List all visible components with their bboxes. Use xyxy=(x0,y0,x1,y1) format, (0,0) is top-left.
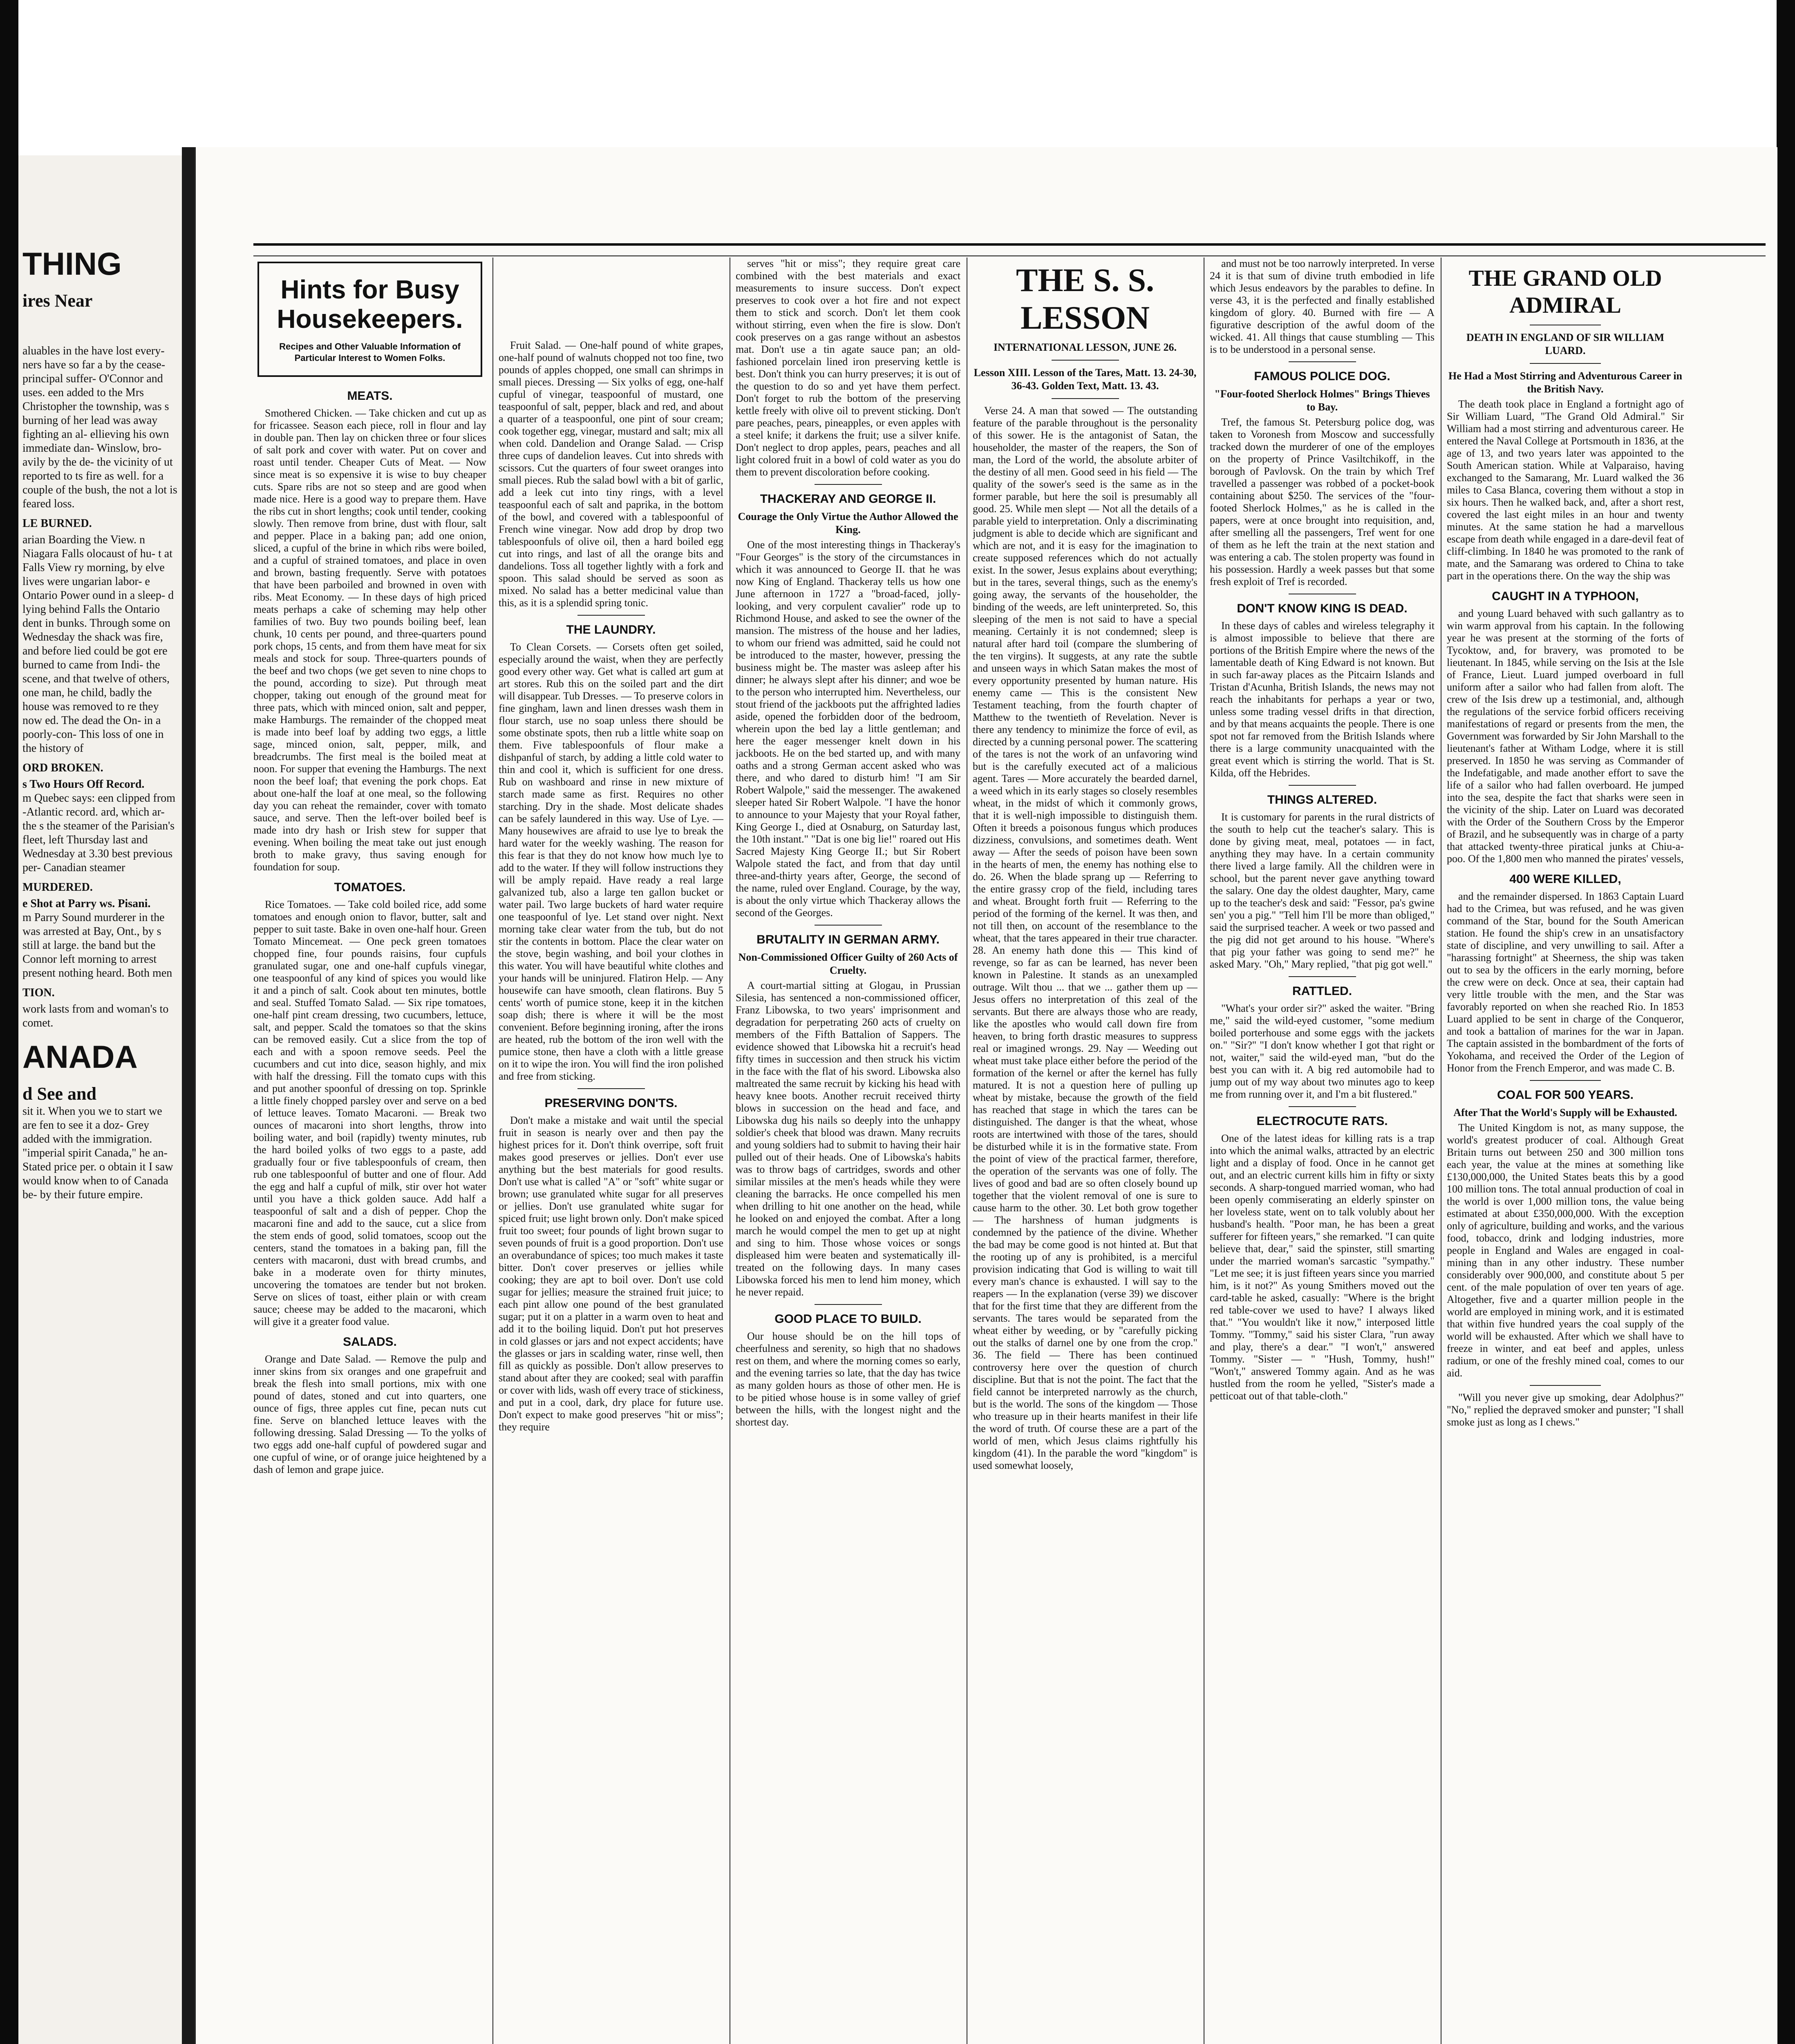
preserving-cont-text: serves "hit or miss"; they require great care combined with the best materials and exact measurements to insure success. Don't expect preserves to cook over a hot fire and not expect them to stick and scorch. Don't let them cook without stirring, even when the fire is slow. Don't cook preserves on a gas range without an asbestos mat. Don't use a tin agate sauce pan; an old-fashioned porcelain lined iron preserving kettle is best. Don't think you can hurry preserves; it is out of the question to do so and yet have them perfect. Don't forget to rub the bottom of the preserving kettle freely with olive oil to prevent sticking. Don't pare peaches, pears, pineapples, or even apples with a steel knife; it darkens the fruit; use a silver knife. Don't neglect to drop apples, pears, peaches and all light colored fruit in a bowl of cold water as you do them to prevent discoloration before cooking. xyxy=(736,258,960,478)
separator xyxy=(1289,785,1356,786)
preserving-text: Don't make a mistake and wait until the special fruit in season is nearly over and then pay the highest prices for it. Don't think overripe, soft fruit makes good preserves or jellies. Don't ever use anything but the best materials for good results. Don't use what is called "A" or "soft" white sugar or brown; use granulated white sugar for all preserves or jellies. Don't use granulated white sugar for spiced fruit; use light brown only. Don't make spiced fruit too sweet; four pounds of light brown sugar to seven pounds of fruit is a good proportion. Don't use an overabundance of spices; too much makes it taste bitter. Don't cover preserves or jellies while cooking; they are apt to boil over. Don't use cold sugar for jellies; measure the strained fruit juice; to each pint allow one pound of the best granulated sugar; put it on a platter in a warm oven to heat and add it to the boiling liquid. Don't put hot preserves in cold glasses or jars and not expect accidents; have the glasses or jars in scalding water, rinse well, then fill as quickly as possible. Don't allow preserves to stand about after they are cooked; seal with paraffin or cover with lids, wash off every trace of stickiness, and put in a cool, dark, dry place for future use. Don't expect to make good preserves "hit or miss"; they require xyxy=(499,1114,723,1433)
typhoon-text: and young Luard behaved with such gallantry as to win warm approval from his captain. In the following year he was present at the storming of the forts of Tycoktow, and, for bravery, was promoted to be lieutenant. In 1845, while serving on the Isis at the Isle of France, Lieut. Luard jumped overboard in full uniform after a sailor who had fallen from aloft. The crew of the Isis drew up a testimonial, and, although the regulations of the service forbid officers receiving manifestations of regard or presents from the men, the Government was forwarded by Sir John Marshall to the lieutenant's father at Witham Lodge, where it is still preserved. In 1850 he was serving as Commander of the Indefatigable, and made another effort to save the life of a sailor who had fallen overboard. He jumped into the sea, despite the fact that sharks were seen in the vicinity of the ship. Later on Luard was decorated with the Order of the Southern Cross by the Emperor of Brazil, and he subsequently was in charge of a party that attacked twenty-three piratical junks at Chiu-a-poo. Of the 1,800 men who manned the pirates' vessels, xyxy=(1447,607,1684,865)
salads-heading: SALADS. xyxy=(343,1335,397,1349)
smoking-joke-text: "Will you never give up smoking, dear Adolphus?" "No," replied the depraved smoker and punster; "I shall smoke just as long as I chews." xyxy=(1447,1392,1684,1428)
column-4 xyxy=(973,258,1197,2044)
separator xyxy=(577,615,645,616)
killed-text: and the remainder dispersed. In 1863 Captain Luard had to the Crimea, but was refused, and he was given command of the Star, bound for the South American station. He found the ship's crew in an unsatisfactory state of discipline, and very unwilling to sail. After a "harassing fortnight" at Sheerness, the ship was taken out to sea by the officers in the early morning, before the crew were on deck. Once at sea, their captain had very little trouble with the men, and the Star was favorably reported on when she reached Rio. In 1853 Luard applied to be sent in charge of the Conqueror, and took a battalion of marines for the war in Japan. The captain assisted in the bombardment of the forts of Yokohama, and received the Order of the Legion of Honor from the French Emperor, and was made C. B. xyxy=(1447,890,1684,1074)
separator xyxy=(577,1088,645,1089)
rattled-heading: RATTLED. xyxy=(1292,984,1352,998)
left-subhead-murdered: e Shot at Parry ws. Pisani. xyxy=(22,897,151,910)
left-text-block-3: m Quebec says: een clipped from -Atlantic record. ard, which ar- the s the steamer of the Parisian's fleet, left Thursday last and Wednesday at 3.30 best previous per- Canadian steamer xyxy=(22,792,175,874)
laundry-heading: THE LAUNDRY. xyxy=(566,623,656,637)
left-headline-murdered: MURDERED. xyxy=(22,881,93,894)
electrocute-rats-text: One of the latest ideas for killing rats is a trap into which the animal walks, attracted by an electric light and a display of food. Once in he cannot get out, and an electric current kills him in fifty or sixty seconds. A sharp-tongued married woman, who had been openly commiserating an elderly spinster on her loveless state, went on to talk volubly about her husband's health. "Poor man, he has been a great sufferer for fifteen years," she remarked. "I can quite believe that, dear," said the spinster, still smarting under the married woman's sarcastic "sympathy." "Let me see; it is just fifteen years since you married him, is it not?" As young Smithers moved out the card-table he asked, casually: "Where is the bright red table-cover we used to have? I always liked that." "You wouldn't like it now," interposed little Tommy. "Tommy," said his sister Clara, "run away and play, there's a dear." "I won't," answered Tommy. "Sister — " "Hush, Tommy, hush!" "Won't," answered Tommy again. And as he was hustled from the room he yelled, "Sister's made a petticoat out of that table-cloth." xyxy=(1210,1132,1435,1402)
coal-heading: COAL FOR 500 YEARS. xyxy=(1497,1088,1634,1102)
ss-lesson-subtitle: INTERNATIONAL LESSON, JUNE 26. xyxy=(993,341,1177,353)
left-subheading: ires Near xyxy=(22,291,93,311)
brutality-subheading: Non-Commissioned Officer Guilty of 260 Acts of Cruelty. xyxy=(738,951,958,976)
coal-subheading: After That the World's Supply will be Exhausted. xyxy=(1453,1107,1677,1118)
separator xyxy=(1289,1106,1356,1107)
admiral-title: THE GRAND OLD ADMIRAL xyxy=(1468,266,1662,318)
coal-text: The United Kingdom is not, as many suppose, the world's greatest producer of coal. Although Great Britain turns out between 250 and 300 million tons each year, the value at the mines at something like £130,000,000, the United States beats this by a good 100 million tons. The total annual production of coal in the world is over 1,000 million tons, the value being estimated at about £350,000,000. With the exception only of agriculture, building and works, and the various food, tobacco, drink and lodging industries, more people in England and Wales are engaged in coal-mining than in any other industry. These number considerably over 900,000, and constitute about 5 per cent. of the male population of over ten years of age. Altogether, five and a quarter million people in the world are employed in mining work, and it is estimated that within five hundred years the coal supply of the world will be exhausted. After which we shall have to freeze in winter, and eat beef and apples, unless radium, or one of the freshly mined coal, comes to our aid. xyxy=(1447,1122,1684,1379)
left-headline-burned: LE BURNED. xyxy=(22,517,92,530)
thackeray-heading: THACKERAY AND GEORGE II. xyxy=(760,492,936,506)
rattled-text: "What's your order sir?" asked the waiter. "Bring me," said the wild-eyed customer, "some medium boiled porterhouse and some eggs with the jackets on." "Sir?" "I don't know whether I got that right or not, waiter," said the wild-eyed man, "but do the best you can with it. A big red automobile had to jump out of my way about two minutes ago to keep me from running over it, and I'm a bit flustered." xyxy=(1210,1002,1435,1100)
left-text-block-5: work lasts from and woman's to comet. xyxy=(22,1003,169,1029)
tomatoes-text: Rice Tomatoes. — Take cold boiled rice, add some tomatoes and enough onion to flavor, butter, salt and pepper to suit taste. Bake in oven one-half hour. Green Tomato Mincemeat. — One peck green tomatoes chopped fine, four pounds raisins, four cupfuls granulated sugar, one and one-half cupfuls vinegar, one teaspoonful of any kind of spices you would like it and a pinch of salt. Cook about ten minutes, bottle and seal. Stuffed Tomato Salad. — Six ripe tomatoes, one-half pint cream dressing, two cucumbers, lettuce, salt, and pepper. Scald the tomatoes so that the skins can be removed easily. Cut a slice from the top of each and with a spoon remove seeds. Peel the cucumbers and cut into dice, season highly, and mix with half the dressing. Fill the tomato cups with this and put another spoonful of dressing on top. Sprinkle a little finely chopped parsley over and serve on a bed of lettuce leaves. Tomato Macaroni. — Break two ounces of macaroni into short lengths, throw into boiling water, and boil (rapidly) twenty minutes, rub the hard boiled yolks of two eggs to a paste, add gradually four or five tablespoonfuls of cream, then rub one tablespoonful of butter and one of flour. Add the egg and half a cupful of milk, stir over hot water until you have a thick golden sauce. Add half a teaspoonful of salt and a dish of pepper. Chop the macaroni fine and add to the sauce, cut a slice from the stem ends of good, solid tomatoes, scoop out the centers, stand the tomatoes in a baking pan, fill the centers with macaroni, dust with bread crumbs, and bake in a moderate oven for thirty minutes, uncovering the tomatoes are tender but not broken. Serve on slices of toast, either plain or with cream sauce; cheese may be added to the macaroni, which will give it a greater food value. xyxy=(253,899,486,1327)
left-big-canada: ANADA xyxy=(22,1039,138,1075)
meats-heading: MEATS. xyxy=(347,389,393,403)
fruit-salad-text: Fruit Salad. — One-half pound of white grapes, one-half pound of walnuts chopped not too fine, two pounds of apples chopped, one small can shrimps in small pieces. Dressing — Six yolks of egg, one-half cupful of vinegar, teaspoonful of mustard, one teaspoonful of salt, pepper, black and red, and about a quarter of a teaspoonful, one pint of sour cream; cook together egg, vinegar, mustard and salt; mix all when cold. Dandelion and Orange Salad. — Crisp three cups of dandelion leaves. Cut into shreds with scissors. Cut the quarters of four sweet oranges into small pieces. Rub the salad bowl with a bit of garlic, add a leek cut into tiny rings, with a level teaspoonful each of salt and paprika, in the bottom of the bowl, and covered with a tablespoonful of French wine vinegar. Now add drop by drop two tablespoonfuls of olive oil, then a hard boiled egg cut into rings, and last of all the orange bits and dandelions. Toss all together lightly with a fork and spoon. This salad should be served as soon as mixed. No salad has a better medicinal value than this, as it is a splendid spring tonic. xyxy=(499,339,723,609)
left-headline-record: ORD BROKEN. xyxy=(22,762,103,774)
brutality-heading: BRUTALITY IN GERMAN ARMY. xyxy=(756,933,940,946)
left-text-block-1: aluables in the have lost every- ners have so far a by the cease- principal suffer- O'Connor and uses. een added to the Mrs Christopher the township, was s burning of her lead was away fighting an al- ellieving his own immediate dan- Winslow, bro- avily by the de- the vicinity of ut reported to ts fire as well. for a couple of the bush, the not a lot is feared loss. xyxy=(22,345,177,510)
column-3 xyxy=(736,258,960,2044)
separator xyxy=(1530,1080,1601,1081)
column-1 xyxy=(253,258,486,2044)
left-subhead-canada: d See and xyxy=(22,1084,96,1104)
separator xyxy=(815,925,882,926)
build-heading: GOOD PLACE TO BUILD. xyxy=(774,1312,922,1326)
left-text-block-6: sit it. When you we to start we are fen to see it a doz- Grey added with the immigration. "imperial spirit Canada," he an- Stated price per. o obtain it I saw would know when to of Canada be- by their future empire. xyxy=(22,1105,173,1201)
admiral-subheading: DEATH IN ENGLAND OF SIR WILLIAM LUARD. xyxy=(1466,332,1665,356)
scan-border-right xyxy=(1777,0,1795,2044)
housekeepers-header-box xyxy=(257,262,482,377)
typhoon-heading: CAUGHT IN A TYPHOON, xyxy=(1492,589,1639,603)
thackeray-subheading: Courage the Only Virtue the Author Allowed the King. xyxy=(738,511,958,536)
preserving-heading: PRESERVING DON'TS. xyxy=(544,1096,678,1110)
king-dead-text: In these days of cables and wireless telegraphy it is almost impossible to believe that there are portions of the British Empire where the news of the lamentable death of King Edward is not known. But in such far-away places as the Pitcairn Islands and Tristan d'Acunha, British Islands, the news may not reach the inhabitants for perhaps a year or two, unless some trading vessel drifts in that direction, and by that means acquaints the people. There is one spot not far removed from the British Islands where there is a large community unacquainted with the great event which is stirring the world. That is St. Kilda, off the Hebrides. xyxy=(1210,620,1435,779)
things-altered-heading: THINGS ALTERED. xyxy=(1267,793,1377,807)
separator xyxy=(1052,360,1119,361)
separator xyxy=(815,1304,882,1305)
police-dog-subheading: "Four-footed Sherlock Holmes" Brings Thieves to Bay. xyxy=(1214,388,1430,413)
column-6 xyxy=(1447,258,1684,2044)
column-2 xyxy=(499,339,723,2044)
admiral-deck: He Had a Most Stirring and Adventurous Career in the British Navy. xyxy=(1448,370,1683,395)
electrocute-rats-heading: ELECTROCUTE RATS. xyxy=(1256,1114,1388,1128)
king-dead-heading: DON'T KNOW KING IS DEAD. xyxy=(1237,602,1408,615)
left-text-block-4: m Parry Sound murderer in the was arrested at Bay, Ont., by s still at large. the band but the Connor left morning to arrest present nothing heard. Both men xyxy=(22,911,172,979)
separator xyxy=(1052,398,1119,399)
police-dog-text: Tref, the famous St. Petersburg police dog, was taken to Voronesh from Moscow and successfully tracked down the murderer of one of the employes on the property of Prince Vasiltchikoff, in the borough of Pavlovsk. On the train by which Tref travelled a passenger was robbed of a pocket-book containing about $250. The services of the "four-footed Sherlock Holmes," as he is called in the papers, were at once brought into requisition, and, after smelling all the passengers, Tref went for one of them as he left the train at the next station and was entering a cab. The stolen property was found in his possession. Hardly a week passes but that some fresh exploit of Tref is recorded. xyxy=(1210,416,1435,587)
build-text: Our house should be on the hill tops of cheerfulness and serenity, so high that no shadows rest on them, and where the morning comes so early, and the evening tarries so late, that the day has twice as many golden hours as those of other men. He is to be pitied whose house is in some valley of grief between the hills, with the longest night and the shortest day. xyxy=(736,1330,960,1428)
ss-lesson-cont-text: and must not be too narrowly interpreted. In verse 24 it is that sum of divine truth embodied in life which Jesus endeavors by the parables to define. In verse 43, it is the perfected and finally established kingdom of glory. 40. Burned with fire — A figurative description of the awful doom of the wicked. 41. All things that cause stumbling — This is to be understood in a personal sense. xyxy=(1210,258,1435,355)
separator xyxy=(1289,976,1356,977)
left-subhead-record: s Two Hours Off Record. xyxy=(22,778,145,791)
brutality-text: A court-martial sitting at Glogau, in Prussian Silesia, has sentenced a non-commissioned officer, Franz Libowska, to two years' imprisonment and degradation for perpetrating 260 acts of cruelty on members of the Fifth Battalion of Sappers. The evidence showed that Libowska hit a recruit's head fifty times in succession and then struck his victim in the face with the flat of his sword. Libowska also maltreated the same recruit by kicking his head with heavy knee boots. Another recruit received thirty blows in succession on the head and face, and Libowska dug his nails so deeply into the unhappy soldier's cheek that blood was drawn. Many recruits and young soldiers had to submit to having their hair pulled out of their heads. One of Libowska's habits was to throw bags of cartridges, swords and other similar missiles at the men's heads while they were cleaning the barracks. He once compelled his men when drilling to hit one another on the head, while he looked on and enjoyed the combat. After a long march he would compel the men to get up at night and sing to him. Those whose voices or songs displeased him were beaten and systematically ill-treated on the following days. In many cases Libowska forced his men to lend him money, which he never repaid. xyxy=(736,979,960,1298)
separator xyxy=(1530,363,1601,364)
meats-text: Smothered Chicken. — Take chicken and cut up as for fricassee. Season each piece, roll in flour and lay in double pan. Then lay on chicken three or four slices of salt pork and cover with water. Put on cover and roast until tender. Cheaper Cuts of Meat. — Now since meat is so expensive it is wise to buy cheaper cuts. Spare ribs are not so steep and are good when made nice. Here is a good way to prepare them. Have the ribs cut in short lengths; cook until tender, cooking slowly. Then remove from brine, dust with flour, salt and pepper. Place in a baking pan; add one onion, sliced, a cupful of the brine in which ribs were boiled, and a cupful of strained tomatoes, and place in oven and brown, basting frequently. Serve with potatoes that have been parboiled and browned in oven with ribs. Meat Economy. — In these days of high priced meats perhaps a cake of scheming may help other families of two. Buy two pounds boiling beef, lean chunk, 10 cents per pound, and three-quarters pound pork chops, 15 cents, and from them have meat for six meals and stock for soup. Three-quarters pounds of the beef and two chops (we get seven to nine chops to the pound, according to size). Put through meat chopper, taking out enough of the ground meat for three pats, which with minced onion, salt and pepper, make Hamburgs. The remainder of the chopped meat is made into beef loaf by adding two eggs, a little sage, minced onion, salt, pepper, milk, and breadcrumbs. The first meal is the boiled meat at noon. For supper that evening the Hamburgs. The next noon the beef loaf; that evening the pork chops. Eat about one-half the loaf at one meal, so the following day you can reheat the remainder, cover with tomato sauce, and serve. Then the left-over boiled beef is made into dry hash or Irish stew for supper that evening. When boiling the meat take out just enough broth to make gravy, thus saving enough for foundation for soup. xyxy=(253,407,486,873)
ss-lesson-reference: Lesson XIII. Lesson of the Tares, Matt. 13. 24-30, 36-43. Golden Text, Matt. 13. 43. xyxy=(974,367,1197,392)
thackeray-text: One of the most interesting things in Thackeray's "Four Georges" is the story of the circumstances in which it was announced to George II. that he was now King of England. Thackeray tells us how one June afternoon in 1727 a "broad-faced, jolly-looking, and very corpulent cavalier" rode up to Richmond House, and asked to see the owner of the mansion. The mistress of the house and her ladies, to whom our friend was admitted, said he could not be introduced to the master, however, pressing the business might be. The master was asleep after his dinner; he always slept after his dinner; and woe be to the person who interrupted him. Nevertheless, our stout friend of the jackboots put the affrighted ladies aside, opened the forbidden door of the bedroom, wherein upon the bed lay a little gentleman; and here the eager messenger knelt down in his jackboots. He on the bed started up, and with many oaths and a strong German accent asked who was there, and who dared to disturb him! "I am Sir Robert Walpole," said the messenger. The awakened sleeper hated Sir Robert Walpole. "I have the honor to announce to your Majesty that your Royal father, King George I., died at Osnaburg, on Saturday last, the 10th instant." "Dat is one big lie!" roared out His Sacred Majesty King George II.; but Sir Robert Walpole stated the fact, and from that day until three-and-thirty years after, George, the second of the name, ruled over England. Courage, by the way, is about the only virtue which Thackeray allows the second of the Georges. xyxy=(736,539,960,919)
left-headline-station: TION. xyxy=(22,986,55,999)
police-dog-heading: FAMOUS POLICE DOG. xyxy=(1254,370,1390,383)
laundry-text: To Clean Corsets. — Corsets often get soiled, especially around the waist, when they are perfectly good every other way. Get what is called art gum at art stores. Rub this on the soiled part and the dirt will disappear. Tub Dresses. — To preserve colors in fine gingham, lawn and linen dresses wash them in flour starch, use no soap unless there should be some obstinate spots, then rub a little white soap on them. Five tablespoonfuls of flour make a dishpanful of starch, by adding a little cold water to thin and cool it, which is sufficient for one dress. Rub on washboard and rinse in new mixture of starch made same as first. Requires no other starching. Dry in the shade. Most delicate shades can be safely laundered in this way. Use of Lye. — Many housewives are afraid to use lye to break the hard water for the weekly washing. The reason for this fear is that they do not know how much lye to add to the water. If they will follow instructions they will be amply repaid. Have ready a real large galvanized tub, also a large ten gallon bucket or water pail. Two large buckets of hard water require one teaspoonful of lye. Let stand over night. Next morning take clear water from the tub, but do not stir the contents in bottom. Place the clear water on the stove, begin washing, and boil your clothes in this water. You will have beautiful white clothes and your hands will be uninjured. Flatiron Help. — Any housewife can have smooth, clean flatirons. Buy 5 cents' worth of pumice stone, keep it in the kitchen soap dish; there is where it will be the most convenient. Before beginning ironing, after the irons are heated, rub the bottom of the iron well with the pumice stone, then have a cloth with a little grease on it to wipe the iron. You will find the iron polished and free from sticking. xyxy=(499,641,723,1082)
top-rule xyxy=(253,243,1766,246)
ss-lesson-text: Verse 24. A man that sowed — The outstanding feature of the parable throughout is the personality of this sower. He is the antagonist of Satan, the householder, the master of the reapers, the Son of man, the Lord of the world, the absolute arbiter of the destiny of all men. Good seed in his field — The quality of the sower's seed is the same as in the former parable, but here the soil is presumably all good. 25. While men slept — Not all the details of a parable yield to interpretation. Only a discriminating judgment is able to decide which are significant and which are not, and it is easy for the imagination to create supposed references which do not actually exist. In the sower, Jesus explains about everything; but in the tares, several things, such as the enemy's going away, the servants of the householder, the binding of the weeds, are left uninterpreted. So, this sleeping of the men is not said to have a special meaning. Certainly it is not condemned; sleep is natural after hard toil (compare the slumbering of the ten virgins). It suggests, at any rate the subtle and unseen ways in which Satan makes the most of every opportunity presented by human nature. His enemy came — This is the consistent New Testament teaching, from the fourth chapter of Matthew to the twentieth of Revelation. Never is there any tendency to minimize the force of evil, as directed by a cunning personal power. The scattering of the tares is not the work of an unfavoring wind but is the carefully executed act of a malicious agent. Tares — More accurately the bearded darnel, a weed which in its early stages so closely resembles wheat, in the midst of which it commonly grows, that it is well-nigh impossible to distinguish them. Often it breeds a poisonous fungus which produces dizziness, convulsions, and sometimes death. Went away — After the seeds of poison have been sown in the hearts of men, the enemy has nothing else to do. 26. When the blade sprang up — Referring to the entire grassy crop of the field, including tares and wheat. Brought forth fruit — Referring to the period of the forming of the kernel. It was then, and not till then, on account of the resemblance to the wheat, that the tares appeared in their true character. 28. An enemy hath done this — This kind of revenge, so far as can be learned, has never been known in Palestine. It stands as an unexampled outrage. Wilt thou ... that we ... gather them up — Jesus offers no interpretation of this zeal of the servants. But there are always those who are ready, like the apostles who would call down fire from heaven, to bring forth drastic measures to suppress real or imagined wrongs. 29. Nay — Weeding out wheat must take place either before the period of the formation of the kernel or after the kernel has fully matured. It is not a question here of pulling up wheat by mistake, because the growth of the field has reached that stage in which the tares can be distinguished. The danger is that the wheat, whose roots are intertwined with those of the tares, should be disturbed while it is in the formative state. From the point of view of the practical farmer, therefore, the operation of the servants was one of folly. The lives of good and bad are so often closely bound up together that the violent removal of one is sure to cause harm to the other. 30. Let both grow together — The harshness of human judgments is condemned by the patience of the divine. Whether the bad may be come good is not hinted at. But that the rooting up of any is prohibited, is a merciful provision indicating that God is willing to wait till every man's chance is exhausted. I will say to the reapers — In the explanation (verse 39) we discover that for the first time that they are different from the servants. The tares would be separated from the wheat either by weeding, or by "carefully picking out the stalks of darnel one by one from the crop." 36. The field — There has been continued controversy here over the question of church discipline. But that is not the point. The fact that the field cannot be interpreted narrowly as the church, but is the world. The sons of the kingdom — Those who treasure up in their hearts manifest in their life the word of truth. Of course these are a part of the world of men, which Jesus claims rightfully his kingdom (41). In the parable the word "kingdom" is used somewhat loosely, xyxy=(973,405,1197,1471)
things-altered-text: It is customary for parents in the rural districts of the south to help cut the teacher's salary. This is done by giving meat, meal, potatoes — in fact, anything they may have. In a certain community there lived a large family. All the children were in school, but the parent never gave anything toward the salary. One day the oldest daughter, Mary, came up to the teacher's desk and said: "Fessor, pa's gwine sen' you a pig." "Tell him I'll be more than obliged," said the surprised teacher. A week or two passed and the pig did not get around to his house. "Where's that pig your father was going to send me?" he asked Mary. "Oh," Mary replied, "that pig got well." xyxy=(1210,811,1435,970)
page-gutter xyxy=(182,147,194,2044)
separator xyxy=(1289,361,1356,362)
left-page-fragment xyxy=(18,155,182,2044)
column-rule xyxy=(492,258,493,2044)
left-text-block-2: arian Boarding the View. n Niagara Falls olocaust of hu- t at Falls View ry morning, by elve lives were ungarian labor- e Ontario Power ound in a sleep- d lying behind Falls the Ontario dent in bunks. Through some on Wednesday the shack was fire, and before lied could be got ere burned to came from Indi- the scene, and that twelve of others, one man, he child, badly the house was removed to re they now ed. The dead the On- in a poorly-con- This loss of one in the history of xyxy=(22,533,174,755)
left-heading-thing: THING xyxy=(22,246,122,282)
separator xyxy=(815,484,882,485)
separator xyxy=(1530,1385,1601,1386)
column-5 xyxy=(1210,258,1435,2044)
scan-border-left xyxy=(0,0,18,2044)
salads-text: Orange and Date Salad. — Remove the pulp and inner skins from six oranges and one grapefruit and break the flesh into small portions, mix with one pound of dates, stoned and cut into quarters, one ounce of figs, three apples cut fine, pecan nuts cut fine. Serve on blanched lettuce leaves with the following dressing. Salad Dressing — To the yolks of two eggs add one-half cupful of powdered sugar and one cupful of wine, or of orange juice heightened by a dash of lemon and grape juice. xyxy=(253,1353,486,1475)
housekeepers-title: Hints for Busy Housekeepers. xyxy=(277,275,463,334)
tomatoes-heading: TOMATOES. xyxy=(334,881,406,894)
ss-lesson-title: THE S. S. LESSON xyxy=(1016,262,1154,336)
admiral-text: The death took place in England a fortnight ago of Sir William Luard, "The Grand Old Admiral." Sir William had a most stirring and adventurous career. He entered the Naval College at Portsmouth in 1836, at the age of 13, and two years later was appointed to the South American station. While at Valparaiso, having exchanged to the Samarang, Mr. Luard walked the 36 miles to Casa Blanca, covering them without a stop in six hours. Then he walked back, and, after a short rest, covered the last eight miles in an hour and twenty minutes. At the same station he had a marvellous escape from death while engaged in a dare-devil feat of cliff-climbing. In 1840 he was promoted to the rank of mate, and the Samarang was ordered to China to take part in the operations there. On the way the ship was xyxy=(1447,398,1684,582)
killed-heading: 400 WERE KILLED, xyxy=(1509,872,1621,886)
housekeepers-subtitle: Recipes and Other Valuable Information of Particular Interest to Women Folks. xyxy=(279,341,461,363)
